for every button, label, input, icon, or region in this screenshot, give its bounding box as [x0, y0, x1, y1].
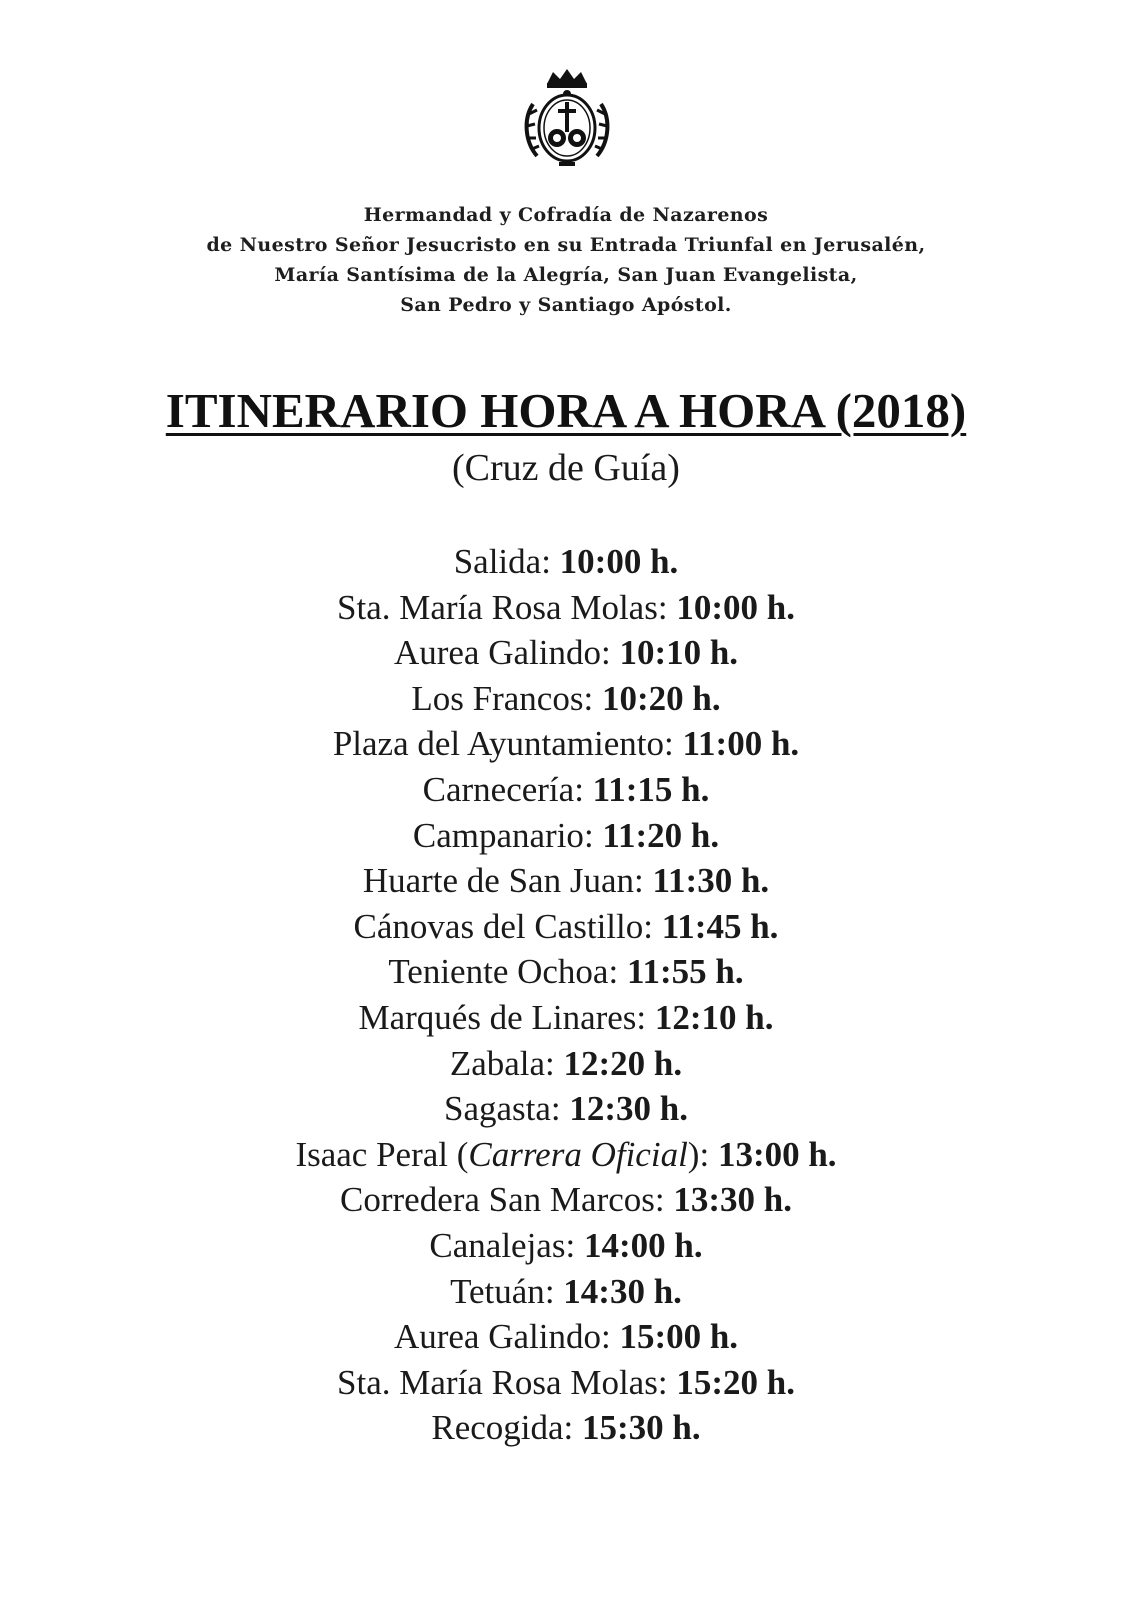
itinerary-stop: Sta. María Rosa Molas: 15:20 h.	[337, 1362, 795, 1402]
itinerary-stop: Sta. María Rosa Molas: 10:00 h.	[337, 587, 795, 627]
stop-place: Campanario	[412, 815, 584, 855]
stop-place: Sagasta	[443, 1089, 551, 1129]
stop-place: Salida	[453, 542, 542, 581]
stop-time: 11:00 h.	[682, 724, 800, 764]
stop-place: Marqués de Linares	[358, 997, 637, 1037]
stop-time: 13:30 h.	[673, 1180, 792, 1220]
itinerary-stop: Cánovas del Castillo: 11:45 h.	[353, 906, 779, 946]
organization-line: Hermandad y Cofradía de Nazarenos	[363, 204, 769, 226]
stop-place: Aurea Galindo	[393, 633, 601, 673]
stop-place: Isaac Peral	[295, 1134, 448, 1174]
stop-time: 10:00 h.	[559, 542, 679, 581]
organization-line: María Santísima de la Alegría, San Juan Evangelista,	[274, 264, 858, 286]
stop-place: Zabala	[449, 1043, 546, 1083]
document-subtitle: (Cruz de Guía)	[452, 447, 680, 489]
stop-place: Huarte de San Juan	[362, 861, 634, 901]
stop-place: Sta. María Rosa Molas	[337, 587, 658, 627]
itinerary-stop: Plaza del Ayuntamiento: 11:00 h.	[332, 724, 800, 764]
itinerary-stop: Recogida: 15:30 h.	[431, 1408, 701, 1448]
organization-name	[0, 200, 1132, 320]
stop-place: Corredera San Marcos	[340, 1180, 655, 1220]
stop-place: Los Francos	[411, 678, 584, 718]
stop-place: Plaza del Ayuntamiento	[332, 724, 664, 764]
stop-time: 12:30 h.	[569, 1089, 689, 1129]
stop-time: 12:10 h.	[654, 997, 774, 1037]
stop-time: 15:00 h.	[619, 1317, 739, 1357]
stop-place: Carnecería	[422, 769, 575, 809]
stop-time: 10:20 h.	[601, 678, 721, 718]
organization-line: de Nuestro Señor Jesucristo en su Entrada Triunfal en Jerusalén,	[206, 234, 926, 256]
itinerary-stop: Aurea Galindo: 15:00 h.	[393, 1317, 739, 1357]
stop-time: 15:20 h.	[676, 1362, 795, 1402]
itinerary-stop: Campanario: 11:20 h.	[412, 815, 720, 855]
stop-time: 11:55 h.	[626, 952, 744, 992]
itinerary-stop: Zabala: 12:20 h.	[449, 1043, 683, 1083]
stop-time: 14:00 h.	[583, 1225, 703, 1265]
stop-place: Teniente Ochoa	[388, 952, 609, 992]
itinerary-stop: Salida: 10:00 h.	[453, 542, 679, 581]
itinerary-stop: Tetuán: 14:30 h.	[450, 1271, 682, 1311]
itinerary-stop: Canalejas: 14:00 h.	[429, 1225, 703, 1265]
stop-place: Aurea Galindo	[393, 1317, 601, 1357]
itinerary-stop: Marqués de Linares: 12:10 h.	[358, 997, 774, 1037]
stop-place: Recogida	[431, 1408, 564, 1448]
stop-time: 10:10 h.	[619, 633, 739, 673]
stop-note: Carrera Oficial	[468, 1134, 688, 1174]
stop-time: 13:00 h.	[717, 1134, 837, 1174]
itinerary-stop: Los Francos: 10:20 h.	[411, 678, 721, 718]
brotherhood-crest-icon	[513, 64, 621, 172]
itinerary-stop: Sagasta: 12:30 h.	[443, 1089, 689, 1129]
itinerary-list	[0, 539, 1132, 1451]
stop-time: 14:30 h.	[563, 1271, 682, 1311]
stop-place: Tetuán	[450, 1271, 545, 1311]
organization-line: San Pedro y Santiago Apóstol.	[400, 294, 732, 316]
itinerary-stop: Corredera San Marcos: 13:30 h.	[340, 1180, 792, 1220]
stop-place: Cánovas del Castillo	[353, 906, 644, 946]
stop-time: 11:45 h.	[661, 906, 779, 946]
itinerary-stop: Aurea Galindo: 10:10 h.	[393, 633, 739, 673]
stop-time: 10:00 h.	[676, 587, 795, 627]
stop-place: Canalejas	[429, 1225, 566, 1265]
stop-time: 15:30 h.	[582, 1408, 701, 1448]
stop-time: 11:30 h.	[652, 861, 770, 901]
stop-place: Sta. María Rosa Molas	[337, 1362, 658, 1402]
itinerary-stop: Teniente Ochoa: 11:55 h.	[388, 952, 744, 992]
itinerary-stop: Carnecería: 11:15 h.	[422, 769, 710, 809]
stop-time: 12:20 h.	[563, 1043, 683, 1083]
stop-time: 11:15 h.	[592, 769, 710, 809]
itinerary-stop: Huarte de San Juan: 11:30 h.	[362, 861, 770, 901]
itinerary-stop: Isaac Peral (Carrera Oficial): 13:00 h.	[295, 1134, 837, 1174]
stop-time: 11:20 h.	[602, 815, 720, 855]
document-title: ITINERARIO HORA A HORA (2018)	[165, 383, 967, 438]
